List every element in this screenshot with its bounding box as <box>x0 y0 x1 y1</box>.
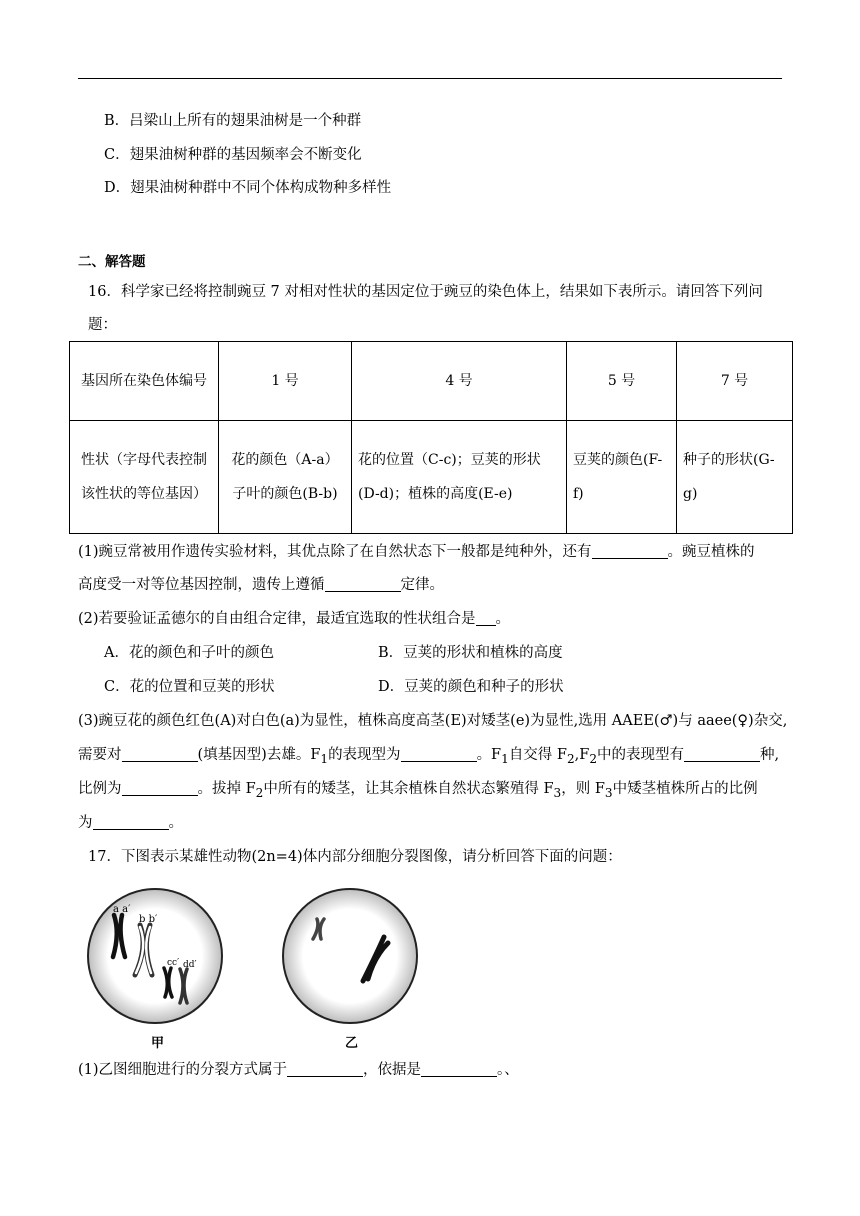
gene-table <box>69 341 793 534</box>
cell-membrane <box>283 889 417 1023</box>
q17-stem: 17．下图表示某雄性动物(2n=4)体内部分细胞分裂图像，请分析回答下面的问题： <box>88 849 622 865</box>
answer-blank[interactable] <box>122 779 198 796</box>
q16-part3-line1: (3)豌豆花的颜色红色(A)对白色(a)为显性，植株高度高茎(E)对矮茎(e)为显性,选用 AAEE(♂)与 aaee(♀)杂交, <box>78 713 788 729</box>
answer-blank[interactable] <box>476 609 496 626</box>
header-rule <box>78 78 782 79</box>
table-cell: 豆荚的颜色(F-f) <box>567 421 677 534</box>
table-header-cell: 1 号 <box>219 342 352 421</box>
figure-caption-yi: 乙 <box>345 1036 359 1051</box>
q16-part1-line2: 高度受一对等位基因控制，遗传上遵循 定律。 <box>78 577 444 593</box>
q16-option-c: C．花的位置和豆荚的形状 <box>104 679 275 695</box>
cell-figure-jia <box>80 885 230 1027</box>
answer-blank[interactable] <box>325 575 401 592</box>
q16-stem-cont: 题： <box>88 317 117 333</box>
label-aa: a a′ <box>113 904 131 915</box>
q16-option-a: A．花的颜色和子叶的颜色 <box>104 645 274 661</box>
table-header-cell: 4 号 <box>352 342 567 421</box>
q16-part3-line3: 比例为 。拔掉 $F_2$中所有的矮茎，让其余植株自然状态繁殖得 $F_3$，则 $F_3$中矮茎植株所占的比例 <box>78 781 758 800</box>
answer-blank[interactable] <box>401 745 477 762</box>
q16-stem: 16．科学家已经将控制豌豆 7 对相对性状的基因定位于豌豆的染色体上，结果如下表所示。请回答下列问 <box>88 284 763 300</box>
table-header-row <box>70 342 793 421</box>
q16-part2: (2)若要验证孟德尔的自由组合定律，最适宜选取的性状组合是 。 <box>78 611 511 627</box>
table-cell: 花的位置（C-c)；豆荚的形状(D-d)；植株的高度(E-e) <box>352 421 567 534</box>
answer-blank[interactable] <box>592 542 668 559</box>
cell-membrane <box>88 889 222 1023</box>
table-header-cell: 5 号 <box>567 342 677 421</box>
q16-option-b: B．豆荚的形状和植株的高度 <box>378 645 563 661</box>
option-c: C．翅果油树种群的基因频率会不断变化 <box>104 147 362 163</box>
answer-blank[interactable] <box>287 1060 363 1077</box>
option-d: D．翅果油树种群中不同个体构成物种多样性 <box>104 180 392 196</box>
answer-blank[interactable] <box>122 745 198 762</box>
answer-blank[interactable] <box>93 813 169 830</box>
table-header-cell: 7 号 <box>677 342 793 421</box>
q16-part3-line4: 为 。 <box>78 815 183 831</box>
table-cell: 种子的形状(G-g) <box>677 421 793 534</box>
answer-blank[interactable] <box>421 1060 497 1077</box>
table-header-cell: 基因所在染色体编号 <box>70 342 219 421</box>
table-cell: 花的颜色（A-a）子叶的颜色(B-b) <box>219 421 352 534</box>
q16-part3-line2: 需要对 (填基因型)去雄。$F_1$的表现型为 。$F_1$自交得 $F_2,F_2$中的表现型有 种, <box>78 747 780 766</box>
table-row <box>70 421 793 534</box>
section-title: 二、解答题 <box>78 254 146 270</box>
cell-figure-yi <box>280 885 420 1027</box>
q16-option-d: D．豆荚的颜色和种子的形状 <box>378 679 564 695</box>
label-dd: dd′ <box>183 960 197 970</box>
q16-part1-line1: (1)豌豆常被用作遗传实验材料，其优点除了在自然状态下一般都是纯种外，还有 。豌豆植株的 <box>78 544 755 560</box>
figure-caption-jia: 甲 <box>151 1036 165 1051</box>
option-b: B．吕梁山上所有的翅果油树是一个种群 <box>104 113 362 129</box>
label-cc: cc′ <box>167 958 180 968</box>
label-bb: b b′ <box>139 914 158 925</box>
q17-part1: (1)乙图细胞进行的分裂方式属于 ，依据是 。、 <box>78 1062 519 1078</box>
answer-blank[interactable] <box>684 745 760 762</box>
table-cell: 性状（字母代表控制该性状的等位基因） <box>70 421 219 534</box>
